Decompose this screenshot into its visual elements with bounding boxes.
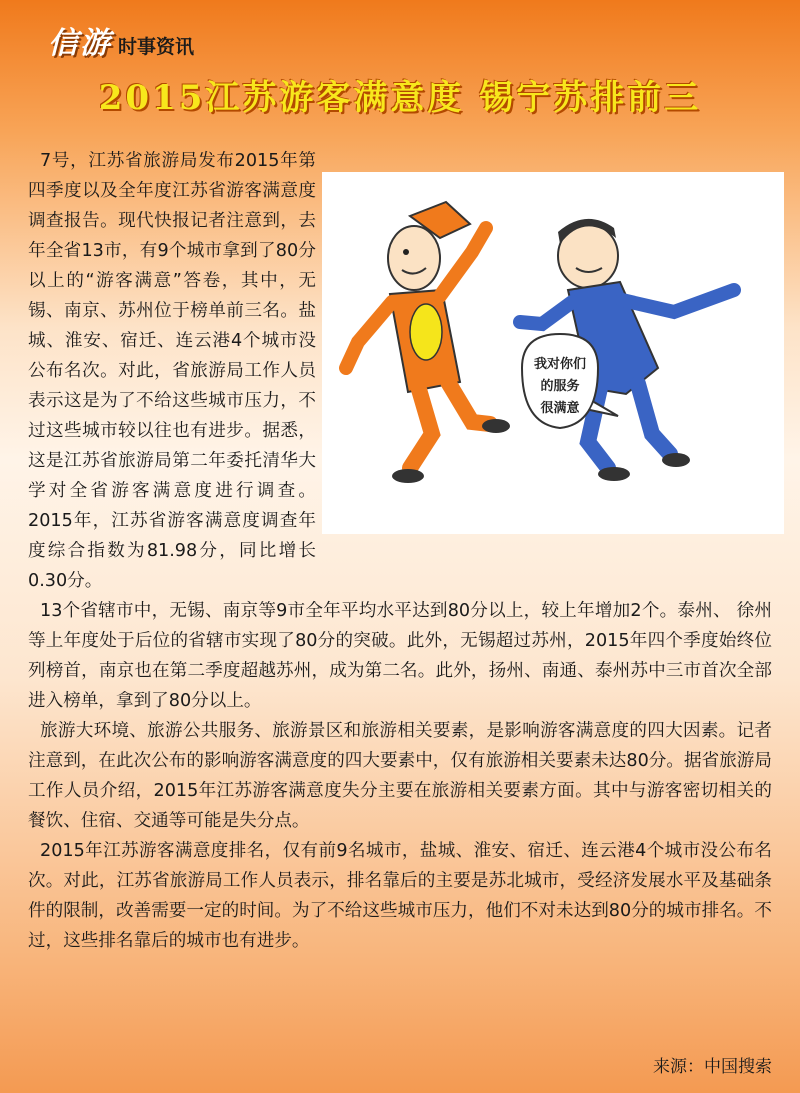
article-paragraph: 2015年江苏游客满意度排名，仅有前9名城市，盐城、淮安、宿迁、连云港4个城市没公布名次。对此，江苏省旅游局工作人员表示，排名靠后的主要是苏北城市，受经济发展水平及基础条件的限制，改善需要一定的时间。为了不给这些城市压力，他们不对未达到80分的城市排名。不过，这些排名靠后的城市也有进步。 [28,841,772,951]
article-paragraph: 7号，江苏省旅游局发布2015年第四季度以及全年度江苏省游客满意度调查报告。现代快报记者注意到，去年全省13市，有9个城市拿到了80分以上的“游客满意”答卷，其中，无锡、南京、苏州位于榜单前三名。盐城、淮安、宿迁、连云港4个城市没公布名次。对此，省旅游局工作人员表示这是为了不给这些城市压力，不过这些城市较以往也有进步。据悉，这是江苏省旅游局第二年委托清华大学对全省游客满意度进行调查。2015年，江苏省游客满意度调查年度综合指数为81.98分，同比增长0.30分。 [28,151,316,591]
article-paragraph: 旅游大环境、旅游公共服务、旅游景区和旅游相关要素，是影响游客满意度的四大因素。记者注意到，在此次公布的影响游客满意度的四大要素中，仅有旅游相关要素未达80分。据省旅游局工作人员介绍，2015年江苏游客满意度失分主要在旅游相关要素方面。其中与游客密切相关的餐饮、住宿、交通等可能是失分点。 [28,721,772,831]
tourist-figure [346,202,510,483]
bubble-line-1: 我对你们 [533,357,587,372]
brand-logo: 信游 [48,26,112,61]
cartoon-svg [322,172,784,534]
bubble-line-3: 很满意 [540,401,580,416]
source-credit: 来源：中国搜索 [653,1057,772,1077]
article-body [28,146,772,956]
bubble-line-2: 的服务 [540,379,580,394]
article-paragraph: 13个省辖市中，无锡、南京等9市全年平均水平达到80分以上，较上年增加2个。泰州、 徐州等上年度处于后位的省辖市实现了80分的突破。此外，无锡超过苏州，2015年四个季度始终位列榜首，南京也在第二季度超越苏州，成为第二名。此外，扬州、南通、泰州苏中三市首次全部进入榜单，拿到了80分以上。 [28,601,772,711]
cartoon-illustration [322,172,784,534]
section-label: 时事资讯 [118,36,195,58]
brand-header [48,18,194,62]
headline: 2015江苏游客满意度 锡宁苏排前三 [98,78,702,118]
